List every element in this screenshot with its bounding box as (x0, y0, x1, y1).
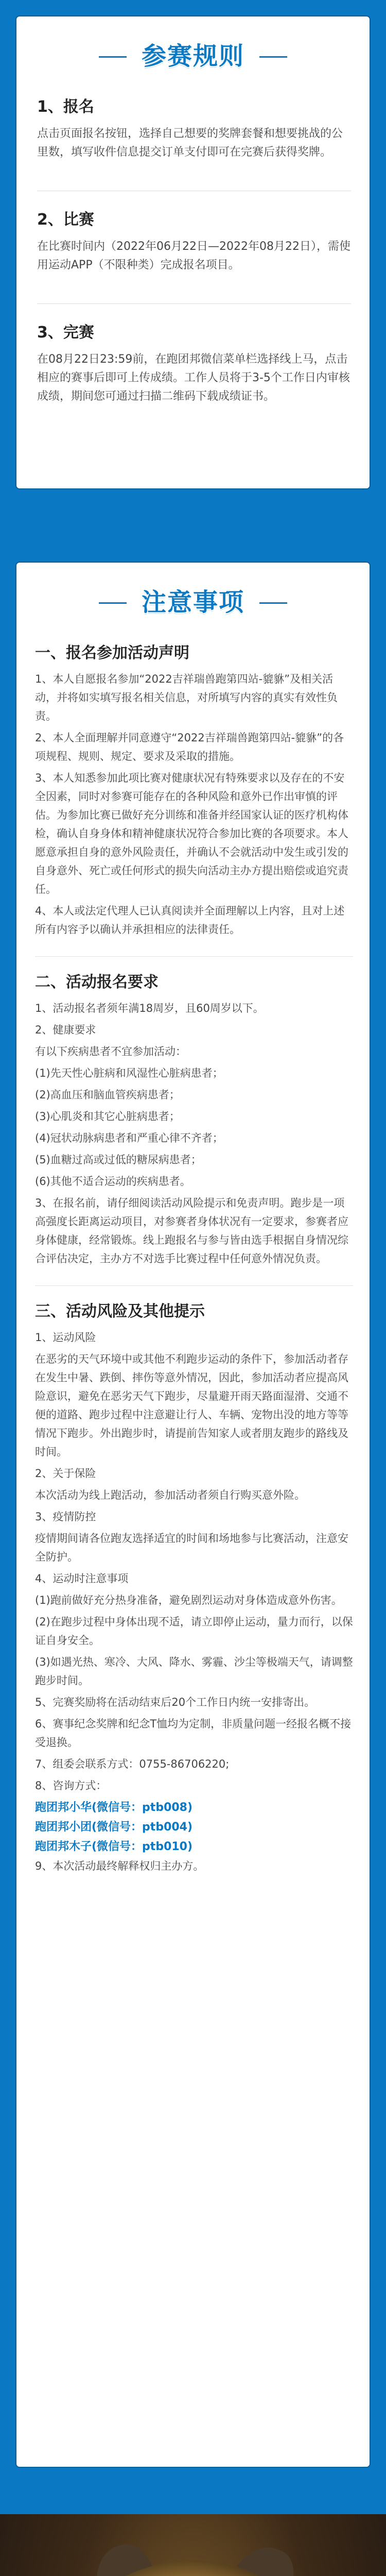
paragraph: 2、本人全面理解并同意遵守“2022吉祥瑞兽跑第四站-貔貅”的各项规程、规则、规定、要求及采取的措施。 (35, 732, 344, 762)
paragraph: 4、本人或法定代理人已认真阅读并全面理解以上内容，且对上述所有内容予以确认并承担相应的法律责任。 (35, 905, 345, 936)
paragraph: (3)心肌炎和其它心脏病患者； (35, 1110, 180, 1123)
paragraph: 5、完赛奖励将在活动结束后20个工作日内统一安排寄出。 (35, 1696, 315, 1708)
title-decoration-line (259, 602, 287, 604)
section-heading: 一、报名参加活动声明 (35, 644, 189, 662)
paragraph: 1、活动报名者须年满18周岁，且60周岁以下。 (35, 1002, 264, 1014)
notes-section-requirements (35, 969, 353, 1268)
paragraph: 本次活动为线上跑活动，参加活动者须自行购买意外险。 (35, 1489, 305, 1501)
paragraph: (1)跑前做好充分热身准备，避免剧烈运动对身体造成意外伤害。 (35, 1594, 342, 1606)
pixiu-artwork (0, 2514, 386, 2576)
paragraph: 2、健康要求 (35, 1024, 96, 1036)
divider (35, 956, 353, 957)
notes-title-banner (108, 581, 278, 623)
rule-heading: 2、比赛 (37, 211, 94, 229)
section-heading: 二、活动报名要求 (35, 973, 159, 991)
paragraph: 1、本人自愿报名参加“2022吉祥瑞兽跑第四站-貔貅”及相关活动，并将如实填写报名相关信息，对所填写内容的真实有效性负责。 (35, 673, 338, 722)
paragraph: 4、运动时注意事项 (35, 1572, 129, 1585)
notes-content (35, 640, 353, 1893)
divider (35, 1285, 353, 1286)
paragraph: 7、组委会联系方式：0755-86706220; (35, 1758, 230, 1770)
divider (37, 303, 351, 304)
rule-section-race (37, 207, 351, 275)
paragraph: (5)血糖过高或过低的糖尿病患者； (35, 1154, 202, 1166)
rule-section-finish (37, 319, 351, 406)
paragraph: 3、本人知悉参加此项比赛对健康状况有特殊要求以及存在的不安全因素，同时对参赛可能存在的各种风险和意外已作出审慎的评估。为参加比赛已做好充分训练和准备并经国家认证的医疗机构体检，确认自身身体和精神健康状况符合参加比赛的各项要求。本人愿意承担自身的意外风险责任，并确认不会就活动中发生或引发的自身意外、死亡或任何形式的损失向活动主办方提出赔偿或追究责任。 (35, 772, 348, 895)
rules-title-banner (108, 35, 278, 77)
final-note: 9、本次活动最终解释权归主办方。 (35, 1860, 204, 1872)
notes-section-declaration (35, 640, 353, 939)
rule-body: 在比赛时间内（2022年06月22日—2022年08月22日），需使用运动APP（不限种类）完成报名项目。 (37, 240, 350, 272)
rule-section-signup (37, 94, 351, 162)
paragraph: 疫情期间请各位跑友选择适宜的时间和场地参与比赛活动，注意安全防护。 (35, 1532, 348, 1563)
paragraph: (6)其他不适合运动的疾病患者。 (35, 1175, 191, 1188)
paragraph: 2、关于保险 (35, 1467, 96, 1480)
notes-section-risks (35, 1298, 353, 1875)
paragraph: (1)先天性心脏病和风湿性心脏病患者； (35, 1067, 223, 1079)
title-decoration-line (259, 56, 287, 58)
rule-heading: 1、报名 (37, 98, 94, 116)
rules-card (15, 15, 371, 489)
paragraph: 3、在报名前，请仔细阅读活动风险提示和免责声明。跑步是一项高强度长距离运动项目，对参赛者身体状况有一定要求，参赛者应身体健康，经常锻炼。线上跑报名与参与皆由选手根据自身情况综合评估决定，主办方不对选手比赛过程中任何意外情况负责。 (35, 1197, 348, 1265)
rule-body: 点击页面报名按钮，选择自己想要的奖牌套餐和想要挑战的公里数，填写收件信息提交订单支付即可在完赛后获得奖牌。 (37, 127, 343, 159)
title-decoration-line (99, 56, 127, 58)
pixiu-illustration (49, 2561, 337, 2576)
paragraph: 1、运动风险 (35, 1331, 96, 1344)
paragraph: (2)高血压和脑血管疾病患者； (35, 1089, 180, 1101)
paragraph: (4)冠状动脉病患者和严重心律不齐者； (35, 1132, 223, 1144)
rule-body: 在08月22日23:59前，在跑团邦微信菜单栏选择线上马，点击相应的赛事后即可上传成绩。工作人员将于3-5个工作日内审核成绩，期间您可通过扫描二维码下载成绩证书。 (37, 353, 350, 403)
section-heading: 三、活动风险及其他提示 (35, 1302, 205, 1320)
paragraph: 3、疫情防控 (35, 1511, 96, 1523)
rules-title: 参赛规则 (141, 42, 244, 71)
paragraph: (2)在跑步过程中身体出现不适，请立即停止运动，量力而行，以保证自身安全。 (35, 1616, 353, 1647)
notes-card (15, 562, 371, 2468)
contact-phone: 8、咨询方式： (35, 1780, 107, 1792)
notes-title: 注意事项 (141, 588, 244, 617)
paragraph: (3)如遇光热、寒冷、大风、降水、雾霾、沙尘等极端天气，请调整跑步时间。 (35, 1656, 353, 1687)
contact-wechat-2[interactable]: 跑团邦小团(微信号：ptb004) (35, 1821, 193, 1834)
paragraph: 6、赛事纪念奖牌和纪念T恤均为定制，非质量问题一经报名概不接受退换。 (35, 1718, 352, 1749)
contact-wechat-3[interactable]: 跑团邦木子(微信号：ptb010) (35, 1840, 193, 1853)
contact-wechat-1[interactable]: 跑团邦小华(微信号：ptb008) (35, 1801, 193, 1814)
rules-content (37, 94, 351, 435)
paragraph: 在恶劣的天气环境中或其他不利跑步运动的条件下，参加活动者存在发生中暑、跌倒、摔伤等意外情况，因此，参加活动者应提高风险意识，避免在恶劣天气下跑步，尽量避开雨天路面湿滑、交通不便的道路、跑步过程中注意避让行人、车辆、宠物出没的地方等等情况下跑步。外出跑步时，请提前告知家人或者朋友跑步的路线及时间。 (35, 1353, 348, 1458)
title-decoration-line (99, 602, 127, 604)
paragraph: 有以下疾病患者不宜参加活动： (35, 1045, 186, 1058)
rule-heading: 3、完赛 (37, 324, 94, 342)
